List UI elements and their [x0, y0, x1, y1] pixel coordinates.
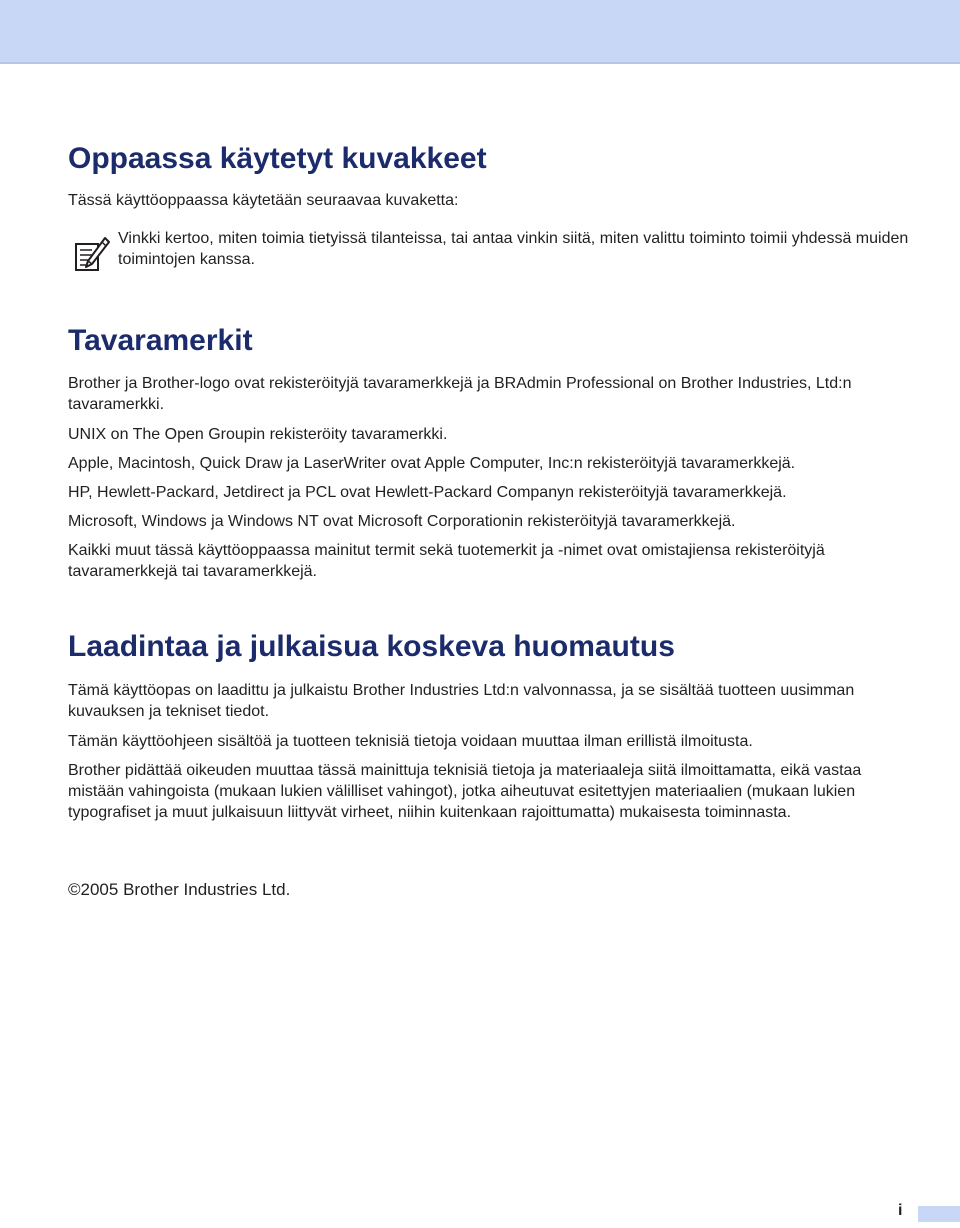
header-band — [0, 0, 960, 64]
page-tab-marker — [918, 1206, 960, 1222]
trademark-paragraph: Brother ja Brother-logo ovat rekisteröityjä tavaramerkkejä ja BRAdmin Professional on Brother Industries, Ltd:n tavaramerkki. — [68, 375, 852, 413]
heading-trademarks: Tavaramerkit — [68, 324, 253, 357]
trademark-paragraph: Microsoft, Windows ja Windows NT ovat Microsoft Corporationin rekisteröityjä tavaramerkkejä. — [68, 513, 736, 530]
trademark-paragraph: UNIX on The Open Groupin rekisteröity tavaramerkki. — [68, 426, 448, 443]
notice-paragraph: Tämän käyttöohjeen sisältöä ja tuotteen teknisiä tietoja voidaan muuttaa ilman erillistä ilmoitusta. — [68, 733, 753, 750]
copyright-notice: ©2005 Brother Industries Ltd. — [68, 880, 291, 899]
trademark-paragraph: HP, Hewlett-Packard, Jetdirect ja PCL ovat Hewlett-Packard Companyn rekisteröityjä tavaramerkkejä. — [68, 484, 787, 501]
note-text: Vinkki kertoo, miten toimia tietyissä tilanteissa, tai antaa vinkin siitä, miten valittu toiminto toimii yhdessä muiden toimintojen kanssa. — [118, 230, 909, 268]
note-pencil-icon — [72, 234, 110, 274]
heading-publication-notice: Laadintaa ja julkaisua koskeva huomautus — [68, 630, 675, 663]
notice-paragraph: Brother pidättää oikeuden muuttaa tässä mainittuja teknisiä tietoja ja materiaaleja siitä ilmoittamatta, eikä vastaa mistään vahingoista (mukaan lukien välilliset vahingot), jotka aiheutuvat esitettyjen materiaalien (mukaan lukien typografiset ja muut julkaisuun liittyvät virheet, niihin kuitenkaan rajoittumatta) mukaisesta toiminnasta. — [68, 762, 862, 821]
trademark-paragraph: Apple, Macintosh, Quick Draw ja LaserWriter ovat Apple Computer, Inc:n rekisteröityjä tavaramerkkejä. — [68, 455, 796, 472]
notice-paragraph: Tämä käyttöopas on laadittu ja julkaistu Brother Industries Ltd:n valvonnassa, ja se sisältää tuotteen uusimman kuvauksen ja tekniset tiedot. — [68, 682, 855, 720]
trademark-paragraph: Kaikki muut tässä käyttöoppaassa mainitut termit sekä tuotemerkit ja -nimet ovat omistajiensa rekisteröityjä tavaramerkkejä tai tavaramerkkejä. — [68, 542, 825, 580]
page-number: i — [898, 1202, 903, 1219]
icons-intro: Tässä käyttöoppaassa käytetään seuraavaa kuvaketta: — [68, 192, 459, 209]
heading-icons-used: Oppaassa käytetyt kuvakkeet — [68, 142, 487, 175]
